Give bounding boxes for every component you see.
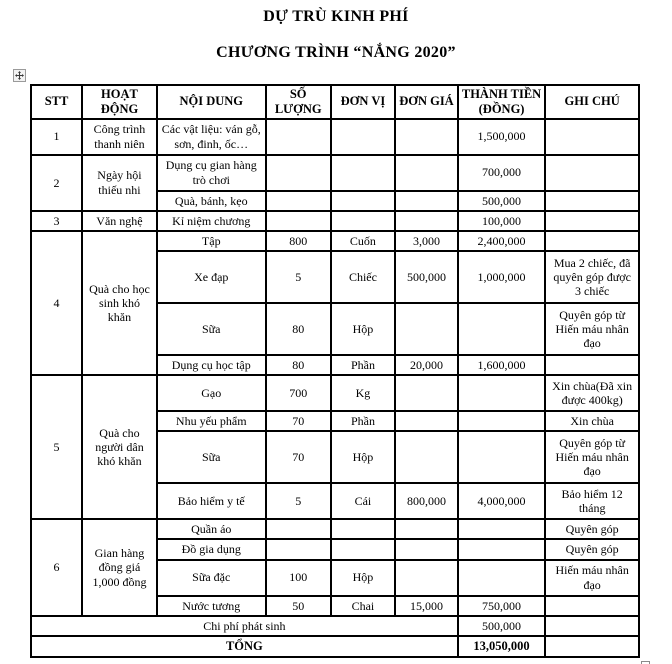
- table-cell: 500,000: [458, 191, 546, 211]
- table-row: [31, 119, 639, 155]
- document-title: DỰ TRÙ KINH PHÍ: [263, 8, 409, 25]
- table-cell: Chi phí phát sinh: [31, 616, 458, 636]
- table-cell: [545, 616, 639, 636]
- table-cell: Các vật liệu: ván gỗ, sơn, đinh, ốc…: [157, 119, 266, 155]
- column-header: SỐ LƯỢNG: [266, 85, 331, 119]
- table-cell: 80: [266, 303, 331, 355]
- table-cell: Quà cho học sinh khó khăn: [82, 231, 157, 375]
- table-cell: 80: [266, 355, 331, 375]
- table-cell: 750,000: [458, 596, 546, 616]
- table-cell: [458, 303, 546, 355]
- table-cell: 800: [266, 231, 331, 251]
- table-cell: 15,000: [395, 596, 458, 616]
- table-cell: [545, 355, 639, 375]
- table-cell: Kg: [331, 375, 395, 411]
- table-cell: [266, 155, 331, 191]
- table-cell: Xe đạp: [157, 251, 266, 303]
- table-cell: [545, 119, 639, 155]
- table-move-handle[interactable]: [13, 69, 26, 82]
- table-cell: TỔNG: [31, 636, 458, 657]
- table-cell: 4: [31, 231, 82, 375]
- table-cell: Hộp: [331, 303, 395, 355]
- table-cell: 1: [31, 119, 82, 155]
- table-cell: Kỉ niệm chương: [157, 211, 266, 231]
- document-subtitle: CHƯƠNG TRÌNH “NẮNG 2020”: [216, 44, 456, 61]
- table-cell: Bảo hiểm 12 tháng: [545, 483, 639, 519]
- budget-table: [30, 84, 640, 658]
- table-cell: Ngày hội thiếu nhi: [82, 155, 157, 211]
- table-cell: 500,000: [458, 616, 546, 636]
- table-cell: [545, 596, 639, 616]
- table-row: [31, 375, 639, 411]
- table-row: [31, 85, 639, 119]
- table-row: [31, 616, 639, 636]
- table-cell: [395, 155, 458, 191]
- table-cell: [545, 211, 639, 231]
- table-cell: Sữa đặc: [157, 560, 266, 596]
- table-cell: Chai: [331, 596, 395, 616]
- table-cell: [458, 519, 546, 539]
- table-cell: [458, 375, 546, 411]
- table-cell: Sữa: [157, 431, 266, 483]
- table-cell: [395, 303, 458, 355]
- table-cell: [266, 539, 331, 559]
- table-cell: Cuốn: [331, 231, 395, 251]
- table-cell: Nước tương: [157, 596, 266, 616]
- table-cell: Gạo: [157, 375, 266, 411]
- column-header: GHI CHÚ: [545, 85, 639, 119]
- table-cell: [545, 636, 639, 657]
- table-cell: [331, 539, 395, 559]
- table-cell: [331, 191, 395, 211]
- table-cell: 3: [31, 211, 82, 231]
- table-cell: 700: [266, 375, 331, 411]
- table-cell: Hiến máu nhân đạo: [545, 560, 639, 596]
- table-cell: Quyên góp từ Hiến máu nhân đạo: [545, 431, 639, 483]
- table-cell: Cái: [331, 483, 395, 519]
- table-cell: [395, 431, 458, 483]
- table-cell: Chiếc: [331, 251, 395, 303]
- table-cell: 4,000,000: [458, 483, 546, 519]
- table-cell: 13,050,000: [458, 636, 546, 657]
- table-cell: Xin chùa(Đã xin được 400kg): [545, 375, 639, 411]
- table-cell: 500,000: [395, 251, 458, 303]
- table-cell: Văn nghệ: [82, 211, 157, 231]
- table-row: [31, 636, 639, 657]
- column-header: ĐƠN VỊ: [331, 85, 395, 119]
- table-cell: Gian hàng đồng giá 1,000 đồng: [82, 519, 157, 616]
- table-cell: [395, 519, 458, 539]
- table-cell: [458, 411, 546, 431]
- table-cell: [331, 155, 395, 191]
- document-page: [0, 8, 672, 664]
- table-cell: [395, 539, 458, 559]
- table-cell: Đồ gia dụng: [157, 539, 266, 559]
- column-header: ĐƠN GIÁ: [395, 85, 458, 119]
- table-cell: 50: [266, 596, 331, 616]
- table-cell: 70: [266, 431, 331, 483]
- table-cell: 100,000: [458, 211, 546, 231]
- table-cell: 100: [266, 560, 331, 596]
- table-cell: 6: [31, 519, 82, 616]
- table-cell: [395, 119, 458, 155]
- table-row: [31, 155, 639, 191]
- table-cell: 70: [266, 411, 331, 431]
- table-cell: Quần áo: [157, 519, 266, 539]
- table-cell: Tập: [157, 231, 266, 251]
- table-cell: [395, 560, 458, 596]
- table-cell: [331, 519, 395, 539]
- table-cell: 800,000: [395, 483, 458, 519]
- table-cell: [266, 211, 331, 231]
- table-cell: [395, 211, 458, 231]
- table-cell: [395, 191, 458, 211]
- table-cell: [266, 119, 331, 155]
- table-cell: Công trình thanh niên: [82, 119, 157, 155]
- table-cell: 1,600,000: [458, 355, 546, 375]
- table-cell: [266, 191, 331, 211]
- table-cell: [458, 539, 546, 559]
- column-header: STT: [31, 85, 82, 119]
- table-cell: 1,000,000: [458, 251, 546, 303]
- table-cell: Dụng cụ gian hàng trò chơi: [157, 155, 266, 191]
- table-cell: [395, 375, 458, 411]
- table-cell: Dụng cụ học tập: [157, 355, 266, 375]
- column-header: THÀNH TIỀN (ĐỒNG): [458, 85, 546, 119]
- table-cell: [545, 191, 639, 211]
- table-cell: Quyên góp: [545, 519, 639, 539]
- table-cell: [458, 431, 546, 483]
- table-cell: 5: [266, 251, 331, 303]
- table-cell: 2: [31, 155, 82, 211]
- table-cell: [545, 231, 639, 251]
- table-cell: 1,500,000: [458, 119, 546, 155]
- table-cell: Bảo hiểm y tế: [157, 483, 266, 519]
- column-header: HOẠT ĐỘNG: [82, 85, 157, 119]
- table-cell: [266, 519, 331, 539]
- table-cell: Phần: [331, 355, 395, 375]
- table-cell: 2,400,000: [458, 231, 546, 251]
- table-cell: Quà cho người dân khó khăn: [82, 375, 157, 519]
- table-cell: Phần: [331, 411, 395, 431]
- table-cell: Quyên góp: [545, 539, 639, 559]
- table-cell: 5: [31, 375, 82, 519]
- table-cell: [458, 560, 546, 596]
- table-cell: Quà, bánh, kẹo: [157, 191, 266, 211]
- table-cell: [395, 411, 458, 431]
- table-cell: Xin chùa: [545, 411, 639, 431]
- table-cell: 20,000: [395, 355, 458, 375]
- table-cell: Quyên góp từ Hiến máu nhân đạo: [545, 303, 639, 355]
- table-row: [31, 519, 639, 539]
- column-header: NỘI DUNG: [157, 85, 266, 119]
- move-arrows-icon: [15, 71, 24, 80]
- table-cell: 3,000: [395, 231, 458, 251]
- table-cell: 5: [266, 483, 331, 519]
- table-cell: Mua 2 chiếc, đã quyên góp được 3 chiếc: [545, 251, 639, 303]
- table-cell: [331, 119, 395, 155]
- table-row: [31, 211, 639, 231]
- table-header-row: [31, 85, 639, 119]
- table-cell: 700,000: [458, 155, 546, 191]
- table-cell: Hộp: [331, 560, 395, 596]
- table-cell: Nhu yếu phẩm: [157, 411, 266, 431]
- table-cell: [331, 211, 395, 231]
- table-cell: Sữa: [157, 303, 266, 355]
- table-row: [31, 231, 639, 251]
- table-body: [31, 119, 639, 658]
- table-cell: [545, 155, 639, 191]
- table-cell: Hộp: [331, 431, 395, 483]
